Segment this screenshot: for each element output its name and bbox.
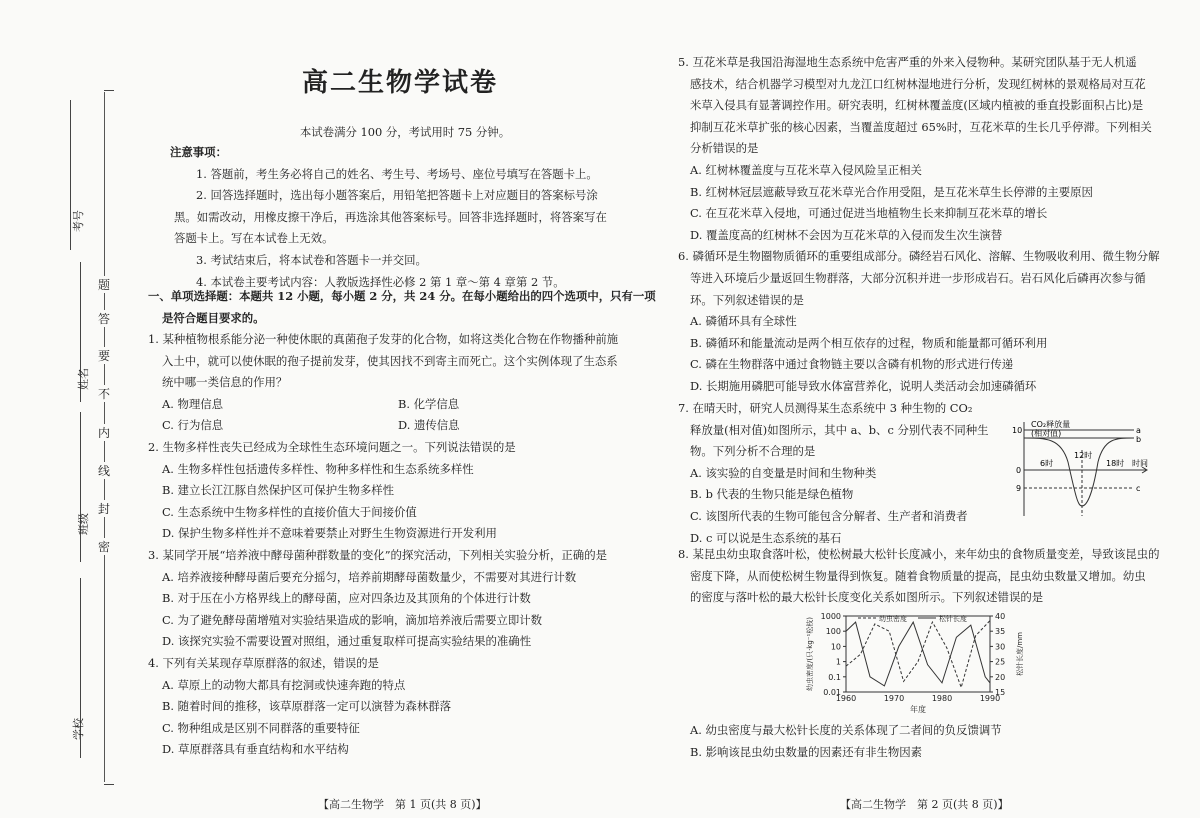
seal-char: 题 xyxy=(95,276,113,293)
option: A. 红树林覆盖度与互花米草入侵风险呈正相关 xyxy=(690,162,922,177)
question-line: 密度下降，从而使松树生物量得到恢复。随着食物质量的提高，昆虫幼虫数量又增加。幼虫 xyxy=(690,568,1146,583)
name-label: 姓名 xyxy=(77,368,90,390)
option: B. 建立长江江豚自然保护区可保护生物多样性 xyxy=(162,483,395,498)
y-tick-label-left: 0.01 xyxy=(823,688,841,697)
seal-char: 密 xyxy=(95,538,113,555)
option: C. 在互花米草入侵地，可通过促进当地植物生长来抑制互花米草的增长 xyxy=(690,206,1048,221)
option: B. 随着时间的推移，该草原群落一定可以演替为森林群落 xyxy=(162,699,451,714)
option: B. b 代表的生物只能是绿色植物 xyxy=(690,487,854,502)
question-line: 抑制互花米草扩张的核心因素，当覆盖度超过 65%时，互花米草的生长几乎停滞。下列相关 xyxy=(690,119,1152,134)
option: D. c 可以说是生态系统的基石 xyxy=(690,530,842,545)
option: D. 保护生物多样性并不意味着要禁止对野生生物资源进行开发利用 xyxy=(162,526,497,541)
fig7-ytick: 0 xyxy=(1016,466,1022,475)
notice-line: 2. 回答选择题时，选出每小题答案后，用铅笔把答题卡上对应题目的答案标号涂 xyxy=(196,188,598,203)
option: C. 该图所代表的生物可能包含分解者、生产者和消费者 xyxy=(690,508,968,523)
exam-no-label: 考号 xyxy=(72,210,85,232)
question-line: 4. 下列有关某现存草原群落的叙述，错误的是 xyxy=(148,655,379,670)
series-needle-line xyxy=(846,622,990,686)
seal-char: 封 xyxy=(95,500,113,517)
footer-page2: 【高二生物学 第 2 页(共 8 页)】 xyxy=(840,798,1009,811)
question-line: 7. 在晴天时，研究人员测得某生态系统中 3 种生物的 CO₂ xyxy=(678,401,973,415)
fig7-xtick: 18时 xyxy=(1106,459,1125,468)
question-line: 感技术，结合机器学习模型对九龙江口红树林湿地进行分析，发现红树林的景观格局对互花 xyxy=(690,76,1146,91)
section1-line: 一、单项选择题：本题共 12 小题，每小题 2 分，共 24 分。在每小题给出的四个选项中，只有一项 xyxy=(148,289,656,303)
page2-questions xyxy=(678,52,1160,398)
y-tick-label-right: 30 xyxy=(995,642,1006,652)
question-line: 物。下列分析不合理的是 xyxy=(690,444,816,459)
notice-heading: 注意事项： xyxy=(170,145,227,159)
x-tick-label: 1990 xyxy=(979,694,1001,703)
option: D. 草原群落具有垂直结构和水平结构 xyxy=(162,742,349,757)
option: D. 长期施用磷肥可能导致水体富营养化，说明人类活动会加速磷循环 xyxy=(690,378,1037,393)
legend-needle: 松针长度 xyxy=(939,615,967,623)
question-line: 环。下列叙述错误的是 xyxy=(690,292,804,307)
question-line: 8. 某昆虫幼虫取食落叶松，使松树最大松针长度减小，来年幼虫的食物质量变差，导致该昆虫的 xyxy=(678,547,1160,561)
y-tick-label-right: 15 xyxy=(995,688,1006,697)
notice-line: 1. 答题前，考生务必将自己的姓名、考生号、考场号、座位号填写在答题卡上。 xyxy=(196,166,598,181)
y-axis-label-right: 松针长度/mm xyxy=(1016,632,1024,676)
question-line: 入土中，就可以使休眠的孢子提前发芽，使其因找不到寄主而死亡。这个实例体现了生态系 xyxy=(162,353,618,368)
x-tick-label: 1980 xyxy=(931,694,953,703)
option: C. 为了避免酵母菌增殖对实验结果造成的影响，滴加培养液后需要立即计数 xyxy=(162,612,543,627)
fig7-xtick: 12时 xyxy=(1074,451,1093,460)
y-axis-label-left: 幼虫密度/(只·kg⁻¹松枝) xyxy=(806,616,814,692)
question-line: 6. 磷循环是生物圈物质循环的重要组成部分。磷经岩石风化、溶解、生物吸收利用、微生物分解 xyxy=(678,249,1160,264)
y-tick-label-right: 35 xyxy=(995,627,1006,637)
fig7-series-label: a xyxy=(1136,426,1141,435)
option: C. 磷在生物群落中通过食物链主要以含磷有机物的形式进行传递 xyxy=(690,357,1014,372)
notice-line: 3. 考试结束后，将本试卷和答题卡一并交回。 xyxy=(196,252,427,267)
legend-density: 幼虫密度 xyxy=(879,615,907,623)
x-axis-label: 年度 xyxy=(910,705,926,714)
section1-heading xyxy=(148,286,656,329)
option: B. 红树林冠层遮蔽导致互花米草光合作用受阻，是互花米草生长停滞的主要原因 xyxy=(690,184,1093,199)
x-tick-label: 1960 xyxy=(835,694,857,703)
option: A. 物理信息 xyxy=(162,396,224,411)
section1-line: 是符合题目要求的。 xyxy=(162,310,265,325)
notice-block xyxy=(148,142,607,293)
y-tick-label-left: 100 xyxy=(825,627,841,637)
page1-questions xyxy=(148,329,618,761)
y-tick-label-right: 25 xyxy=(995,657,1006,667)
option: C. 行为信息 xyxy=(162,418,224,433)
option: A. 培养液接种酵母菌后要充分摇匀，培养前期酵母菌数量少，不需要对其进行计数 xyxy=(162,569,577,584)
seal-char: 线 xyxy=(95,462,113,479)
fig7-series-label: b xyxy=(1136,435,1142,444)
x-tick-label: 1970 xyxy=(883,694,905,703)
y-tick-label-left: 1 xyxy=(835,657,841,667)
notice-line: 答题卡上。写在本试卷上无效。 xyxy=(174,231,334,246)
question-line: 统中哪一类信息的作用？ xyxy=(162,375,288,390)
question-line: 2. 生物多样性丧失已经成为全球性生态环境问题之一。下列说法错误的是 xyxy=(148,439,516,454)
fig8-density-needle-chart xyxy=(800,608,1030,720)
question-line: 1. 某种植物根系能分泌一种使休眠的真菌孢子发芽的化合物，如将这类化合物在作物播种前施 xyxy=(148,332,619,346)
question-line: 分析错误的是 xyxy=(690,141,759,156)
y-tick-label-left: 0.1 xyxy=(828,672,841,682)
option: A. 幼虫密度与最大松针长度的关系体现了二者间的负反馈调节 xyxy=(690,723,1002,737)
option: B. 磷循环和能量流动是两个相互依存的过程，物质和能量都可循环利用 xyxy=(690,335,1048,350)
fig7-ytick: 10 xyxy=(1012,426,1023,435)
fig7-ytick: 9 xyxy=(1016,484,1022,493)
option: A. 该实验的自变量是时间和生物种类 xyxy=(690,465,877,480)
binding-margin xyxy=(0,0,125,818)
seal-char: 内 xyxy=(95,424,113,441)
question-line: 的密度与落叶松的最大松针长度变化关系如图所示。下列叙述错误的是 xyxy=(690,590,1044,605)
notice-line: 4. 本试卷主要考试内容：人教版选择性必修 2 第 1 章～第 4 章第 2 节。 xyxy=(196,274,565,289)
seal-char: 不 xyxy=(95,385,113,402)
exam-title: 高二生物学试卷 xyxy=(301,68,498,98)
notice-line: 黑。如需改动，用橡皮擦干净后，再选涂其他答案标号。回答非选择题时，将答案写在 xyxy=(174,209,607,224)
question-7 xyxy=(678,398,989,549)
question-8 xyxy=(678,544,1160,609)
question-line: 5. 互花米草是我国沿海湿地生态系统中危害严重的外来入侵物种。某研究团队基于无人机遥 xyxy=(678,55,1137,69)
fig7-co2-graph xyxy=(1006,420,1156,520)
q1-options-row xyxy=(148,415,618,437)
question-8-options xyxy=(678,720,1002,763)
class-label: 班级 xyxy=(77,513,90,535)
question-line: 释放量(相对值)如图所示，其中 a、b、c 分别代表不同种生 xyxy=(690,422,989,437)
option: A. 草原上的动物大都具有挖洞或快速奔跑的特点 xyxy=(162,677,406,692)
option: A. 磷循环具有全球性 xyxy=(690,314,797,329)
y-tick-label-left: 10 xyxy=(830,642,841,652)
y-tick-label-left: 1000 xyxy=(820,612,841,621)
fig7-ylabel: (相对值) xyxy=(1031,429,1062,438)
option: C. 物种组成是区别不同群落的重要特征 xyxy=(162,720,360,735)
series-density-line xyxy=(846,621,990,688)
class-blank xyxy=(80,412,81,562)
question-line: 米草入侵具有显著调控作用。研究表明，红树林覆盖度(区域内植被的垂直投影面积占比)是 xyxy=(690,98,1144,113)
option: B. 影响该昆虫幼虫数量的因素还有非生物因素 xyxy=(690,744,923,759)
option: D. 遗传信息 xyxy=(398,418,460,433)
option: C. 生态系统中生物多样性的直接价值大于间接价值 xyxy=(162,504,417,519)
seal-char: 要 xyxy=(95,347,113,364)
footer-page1: 【高二生物学 第 1 页(共 8 页)】 xyxy=(318,798,487,811)
y-tick-label-right: 40 xyxy=(995,612,1006,621)
y-tick-label-right: 20 xyxy=(995,672,1006,682)
option: D. 该探究实验不需要设置对照组，通过重复取样可提高实验结果的准确性 xyxy=(162,634,532,649)
school-label: 学校 xyxy=(72,718,85,740)
fig7-ylabel: CO₂释放量 xyxy=(1031,420,1071,429)
fig7-xlabel: 时间 xyxy=(1132,459,1148,468)
seal-char: 答 xyxy=(95,310,113,327)
option: D. 覆盖度高的红树林不会因为互花米草的入侵而发生次生演替 xyxy=(690,227,1003,242)
q1-options-row xyxy=(148,394,618,416)
fig7-xtick: 6时 xyxy=(1040,459,1054,468)
question-line: 等进入环境后少量返回生物群落，大部分沉积并进一步形成岩石。岩石风化后磷再次参与循 xyxy=(690,270,1146,285)
option: A. 生物多样性包括遗传多样性、物种多样性和生态系统多样性 xyxy=(162,461,474,476)
option: B. 对于压在小方格界线上的酵母菌，应对四条边及其顶角的个体进行计数 xyxy=(162,591,531,606)
option: B. 化学信息 xyxy=(398,396,460,411)
question-line: 3. 某同学开展“培养液中酵母菌种群数量的变化”的探究活动，下列相关实验分析，正确的是 xyxy=(148,547,607,562)
fig7-series-label: c xyxy=(1136,484,1141,493)
exam-subtitle: 本试卷满分 100 分，考试用时 75 分钟。 xyxy=(299,125,511,139)
